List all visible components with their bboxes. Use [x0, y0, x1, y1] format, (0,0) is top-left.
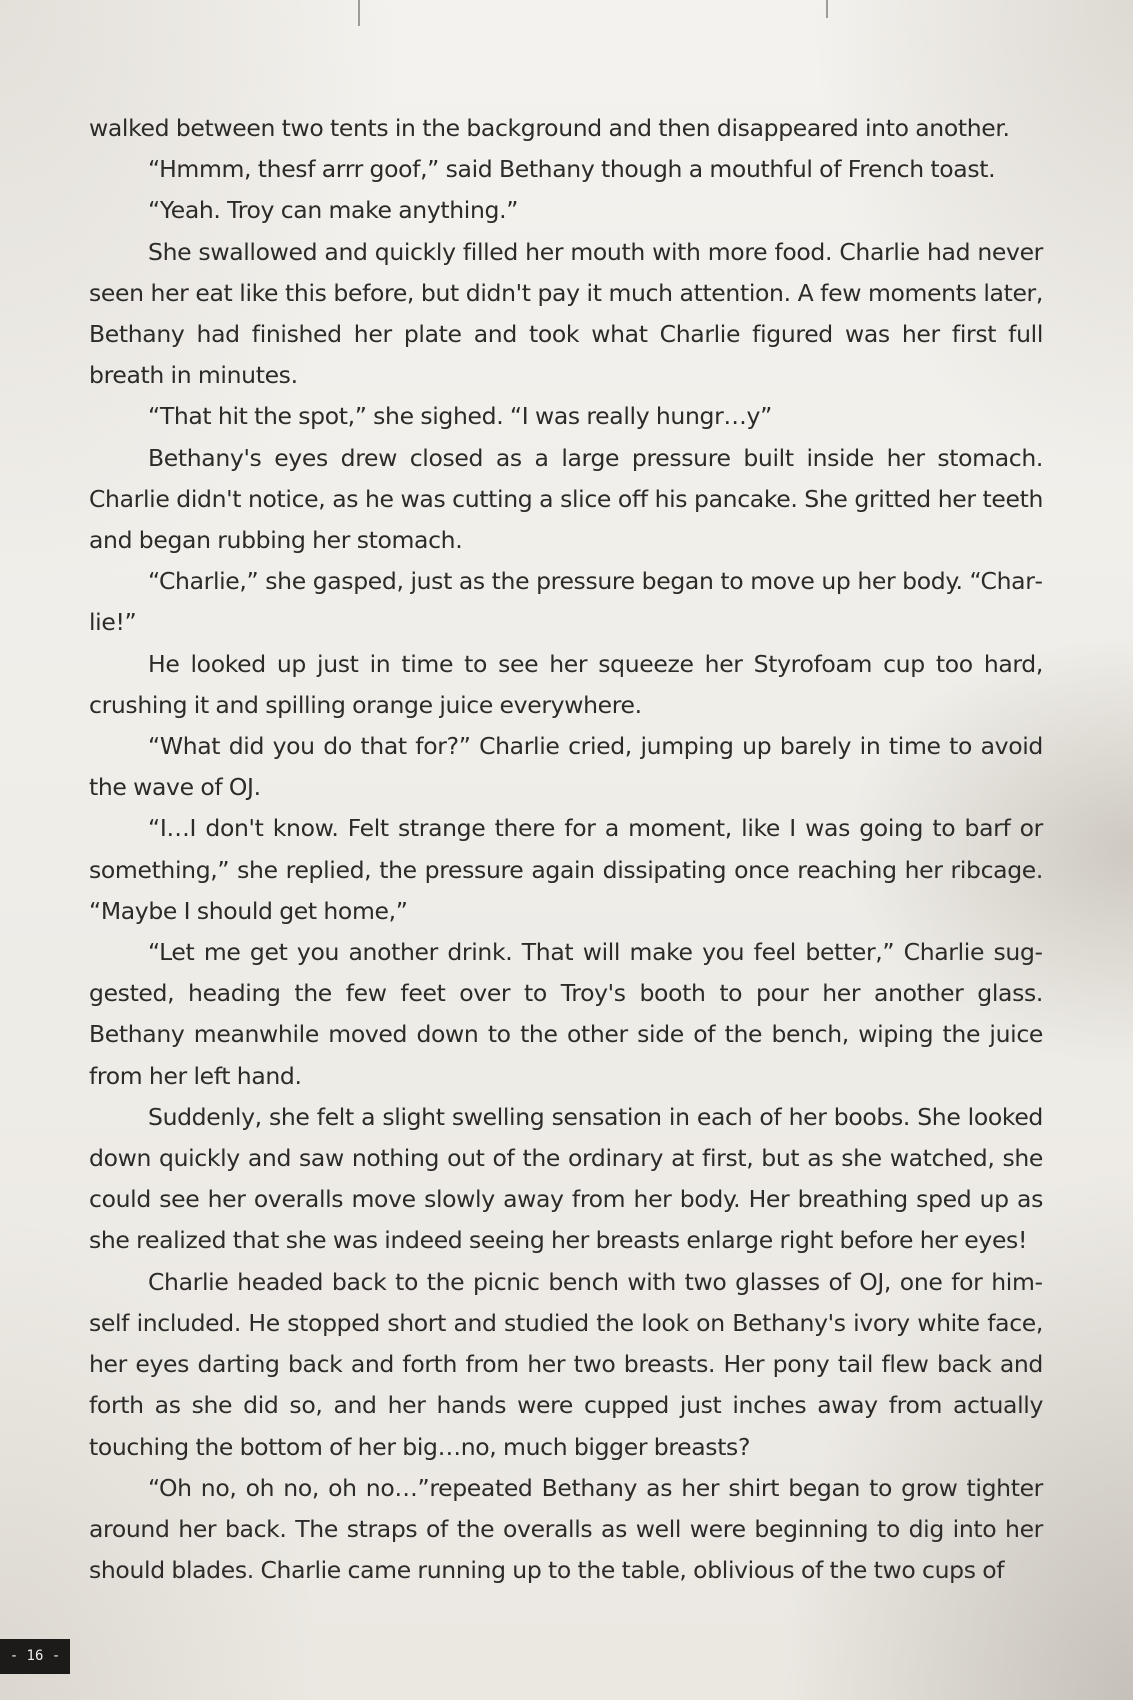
paragraph: “That hit the spot,” she sighed. “I was really hungr…y” — [148, 402, 772, 431]
paragraph: “Hmmm, thesf arrr goof,” said Bethany though a mouthful of French toast. — [148, 155, 996, 184]
paragraph: “I…I don't know. Felt strange there for a moment, like I was going to barf or something,” she replied, the pressure again dissipating once reaching her ribcage. “Maybe I should get home,” — [89, 814, 1043, 925]
paragraph: Charlie headed back to the picnic bench with two glasses of OJ, one for himself included. He stopped short and studied the look on Bethany's ivory white face, her eyes darting back and forth from her two breasts. Her pony tail flew back and forth as she did so, and her hands were cupped just inches away from actually touching the bottom of her big…no, much bigger breasts? — [89, 1267, 1043, 1461]
paragraph: He looked up just in time to see her squeeze her Styrofoam cup too hard, crushing it and spilling orange juice everywhere. — [89, 649, 1043, 719]
binding-mark-left — [358, 0, 360, 26]
paragraph: Suddenly, she felt a slight swelling sensation in each of her boobs. She looked down quickly and saw nothing out of the ordinary at first, but as she watched, she could see her overalls move slowly away from her body. Her breathing sped up as she realized that she was indeed seeing her breasts enlarge right before her eyes! — [89, 1102, 1043, 1255]
paragraph: “Yeah. Troy can make anything.” — [148, 196, 519, 225]
paragraph: “Charlie,” she gasped, just as the pressure began to move up her body. “Charlie!” — [89, 567, 1043, 637]
body-text — [89, 108, 1043, 1591]
page-number: - 16 - — [0, 1639, 70, 1674]
paragraph: “What did you do that for?” Charlie cried, jumping up barely in time to avoid the wave of OJ. — [89, 732, 1043, 802]
paragraph: Bethany's eyes drew closed as a large pressure built inside her stomach. Charlie didn't notice, as he was cutting a slice off his pancake. She gritted her teeth and began rubbing her stomach. — [89, 443, 1043, 555]
paragraph: walked between two tents in the background and then disappeared into another. — [89, 114, 1010, 142]
paragraph: She swallowed and quickly filled her mouth with more food. Charlie had never seen her eat like this before, but didn't pay it much attention. A few moments later, Bethany had finished her plate and took what Charlie figured was her first full breath in minutes. — [89, 237, 1043, 390]
paragraph: “Let me get you another drink. That will make you feel better,” Charlie suggested, heading the few feet over to Troy's booth to pour her another glass. Bethany meanwhile moved down to the other side of the bench, wiping the juice from her left hand. — [89, 938, 1043, 1090]
binding-mark-right — [826, 0, 828, 18]
paragraph: “Oh no, oh no, oh no…”repeated Bethany as her shirt began to grow tighter around her back. The straps of the overalls as well were beginning to dig into her should blades. Charlie came running up to the table, oblivious of the two cups of — [89, 1473, 1043, 1585]
